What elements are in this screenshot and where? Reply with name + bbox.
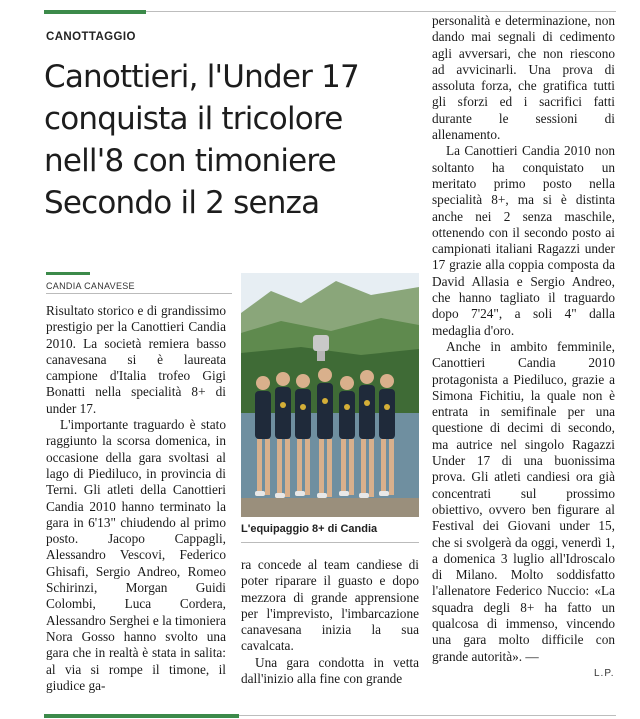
- bottom-rule: [239, 715, 616, 716]
- paragraph: La Canottieri Candia 2010 non soltanto ha conquistato un meritato primo posto nella specialità 8+, ma si è distinta anche nei 2 senza maschile, ottenendo con il secondo posto ai campionati italiani Ragazzi under 17 grazie alla coppia composta da David Allasia e Sergio Andreo, che hanno tagliato il traguardo dopo 7'24", a soli 4" dalla medaglia d'oro.: [432, 143, 615, 338]
- byline: CANDIA CANAVESE: [46, 281, 135, 291]
- headline: [44, 56, 424, 224]
- article-column-1: [46, 303, 226, 694]
- paragraph: L'importante traguardo è stato raggiunto la scorsa domenica, in occasione della gara svoltasi al lago di Piediluco, in provincia di Terni. Gli atleti della Canottieri Candia 2010 hanno terminato la gara in 6'13" chiudendo al primo posto. Jacopo Cappagli, Alessandro Vescovi, Federico Ghisafi, Sergio Andreo, Romeo Schirinzi, Morgan Guidi Colombi, Luca Cordera, Alessandro Serghei e la timoniera Nora Gosso hanno svolto una gara che in realtà è stata in salita: al via si rompe il timone, il giudice ga-: [46, 417, 226, 693]
- paragraph: Una gara condotta in vetta dall'inizio alla fine con grande: [241, 654, 419, 687]
- headline-line: conquista il tricolore: [44, 101, 343, 137]
- headline-line: nell'8 con timoniere: [44, 143, 336, 179]
- paragraph: ra concede al team candiese di poter riparare il guasto e dopo mezzora di grande apprensione per l'imprevisto, l'imbarcazione canavesana inizia la sua cavalcata.: [241, 557, 419, 654]
- team-photo-image: [241, 273, 419, 517]
- paragraph: personalità e determinazione, non dando mai segnali di cedimento agli avversari, che non riescono ad avvicinarli. Una prova di assoluta forza, che gratifica tutti gli sforzi ed i sacrifici fatti durante le sessioni di allenamento.: [432, 13, 615, 143]
- paragraph: Anche in ambito femminile, Canottieri Candia 2010 protagonista a Piediluco, grazie a Simona Fichitiu, la quale non è entrata in semifinale per una questione di decimi di secondo, ma autrice nel singolo Ragazzi Under 17 di una buonissima prova. Gli atleti candiesi ora già concentrati sul prossimo obiettivo, ovvero ben figurare al Festival dei Giovani under 15, che si svolgerà da oggi, venerdì 1, a domenica 3 luglio all'Idroscalo di Milano. Molto soddisfatto l'allenatore Federico Nuccio: «La squadra degli 8+ ha fatto un qualcosa di immenso, vincendo una gara molto difficile con grande autorità». —: [432, 338, 615, 664]
- team-photo: [241, 273, 419, 517]
- byline-accent-bar: [46, 272, 90, 275]
- author-signature: L.P.: [594, 668, 615, 679]
- headline-line: Canottieri, l'Under 17: [44, 59, 359, 95]
- headline-line: Secondo il 2 senza: [44, 185, 320, 221]
- top-rule: [146, 11, 616, 12]
- section-kicker: CANOTTAGGIO: [46, 31, 136, 43]
- bottom-accent-bar: [44, 714, 239, 718]
- article-column-3: [432, 13, 615, 665]
- photo-caption: L'equipaggio 8+ di Candia: [241, 523, 378, 535]
- top-accent-bar: [44, 10, 146, 14]
- byline-rule: [46, 293, 232, 294]
- paragraph: Risultato storico e di grandissimo prestigio per la Canottieri Candia 2010. La società remiera basso canavesana si è laureata campione d'Italia trofeo Gigi Bonatti nella specialità 8+ di under 17.: [46, 303, 226, 416]
- caption-rule: [241, 542, 419, 543]
- article-column-2: [241, 557, 419, 687]
